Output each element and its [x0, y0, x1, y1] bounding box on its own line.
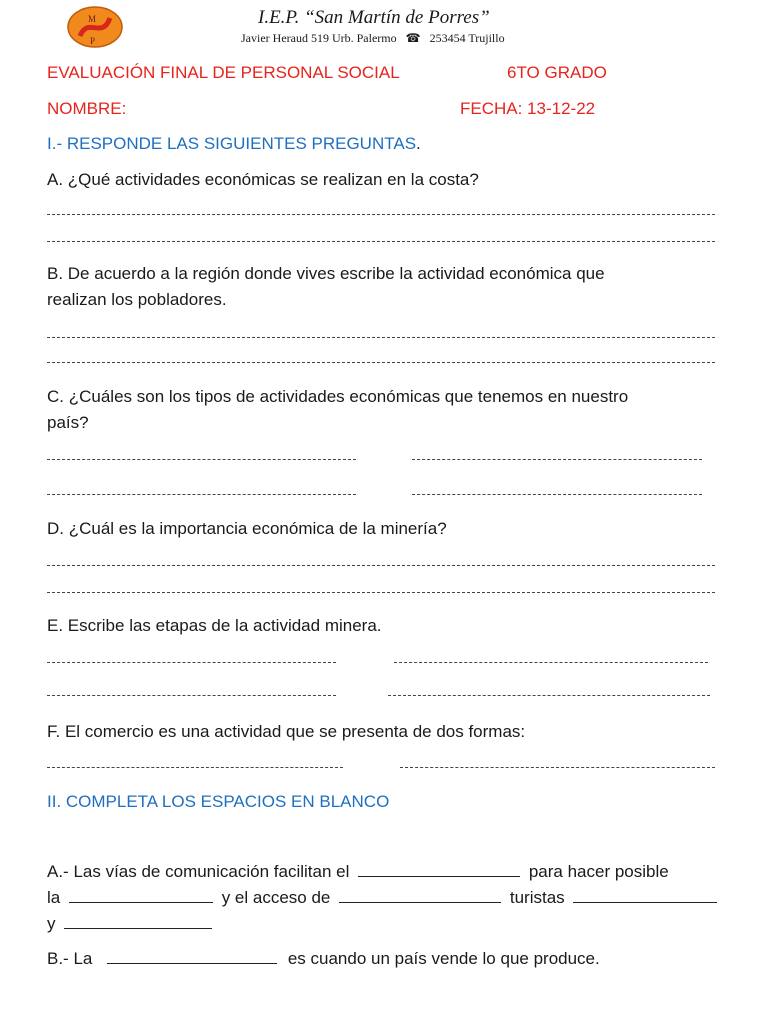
- answer-line[interactable]: [47, 459, 356, 460]
- section1-title-dot: .: [416, 134, 421, 153]
- answer-line[interactable]: [394, 662, 708, 663]
- completion-a-text3: la: [47, 888, 61, 907]
- blank-field[interactable]: [573, 888, 717, 903]
- answer-line[interactable]: [47, 662, 336, 663]
- blank-field[interactable]: [358, 862, 520, 877]
- question-f: F. El comercio es una actividad que se presenta de dos formas:: [47, 722, 526, 741]
- answer-line[interactable]: [388, 695, 710, 696]
- logo-letter-p: P: [90, 36, 96, 46]
- blank-field[interactable]: [339, 888, 501, 903]
- completion-a-text1: A.- Las vías de comunicación facilitan el: [47, 862, 350, 881]
- question-c-line2: país?: [47, 413, 89, 432]
- section2-title: II. COMPLETA LOS ESPACIOS EN BLANCO: [47, 792, 390, 811]
- completion-a-line2: [47, 888, 717, 908]
- answer-line[interactable]: [47, 241, 715, 242]
- question-b-line1: B. De acuerdo a la región donde vives escribe la actividad económica que: [47, 264, 605, 283]
- answer-line[interactable]: [400, 767, 715, 768]
- phone-icon: ☎: [405, 31, 421, 45]
- name-label: NOMBRE:: [47, 99, 127, 118]
- exam-grade: 6TO GRADO: [507, 63, 607, 82]
- completion-a-text2: para hacer posible: [528, 862, 669, 881]
- question-a: A. ¿Qué actividades económicas se realizan en la costa?: [47, 170, 479, 189]
- logo-letter-m: M: [88, 14, 97, 24]
- answer-line[interactable]: [47, 767, 343, 768]
- completion-a-text6: y: [47, 914, 56, 933]
- school-name: I.E.P. “San Martín de Porres”: [258, 7, 490, 28]
- answer-line[interactable]: [47, 214, 715, 215]
- blank-field[interactable]: [69, 888, 213, 903]
- question-e: E. Escribe las etapas de la actividad minera.: [47, 616, 382, 635]
- school-logo: [66, 6, 124, 48]
- school-phone: 253454 Trujillo: [429, 31, 505, 45]
- answer-line[interactable]: [47, 565, 715, 566]
- exam-title: EVALUACIÓN FINAL DE PERSONAL SOCIAL: [47, 63, 400, 82]
- completion-a-line1: [47, 862, 669, 882]
- section1-title: [47, 134, 421, 154]
- section1-title-text: I.- RESPONDE LAS SIGUIENTES PREGUNTAS: [47, 134, 417, 153]
- date-label: FECHA: 13-12-22: [460, 99, 596, 118]
- school-address: Javier Heraud 519 Urb. Palermo: [241, 31, 397, 45]
- question-d: D. ¿Cuál es la importancia económica de la minería?: [47, 519, 447, 538]
- completion-a-text4: y el acceso de: [221, 888, 331, 907]
- answer-line[interactable]: [47, 695, 336, 696]
- question-b-line2: realizan los pobladores.: [47, 290, 227, 309]
- question-c-line1: C. ¿Cuáles son los tipos de actividades económicas que tenemos en nuestro: [47, 387, 629, 406]
- completion-b-text2: es cuando un país vende lo que produce.: [287, 949, 600, 968]
- answer-line[interactable]: [47, 362, 715, 363]
- answer-line[interactable]: [47, 592, 715, 593]
- answer-line[interactable]: [412, 494, 702, 495]
- completion-b-text1: B.- La: [47, 949, 93, 968]
- answer-line[interactable]: [47, 337, 715, 338]
- completion-a-line3: [47, 914, 216, 934]
- blank-field[interactable]: [107, 949, 277, 964]
- completion-a-text5: turistas: [509, 888, 565, 907]
- blank-field[interactable]: [64, 914, 212, 929]
- school-address-line: [241, 31, 505, 46]
- answer-line[interactable]: [412, 459, 702, 460]
- answer-line[interactable]: [47, 494, 356, 495]
- completion-b: [47, 949, 600, 969]
